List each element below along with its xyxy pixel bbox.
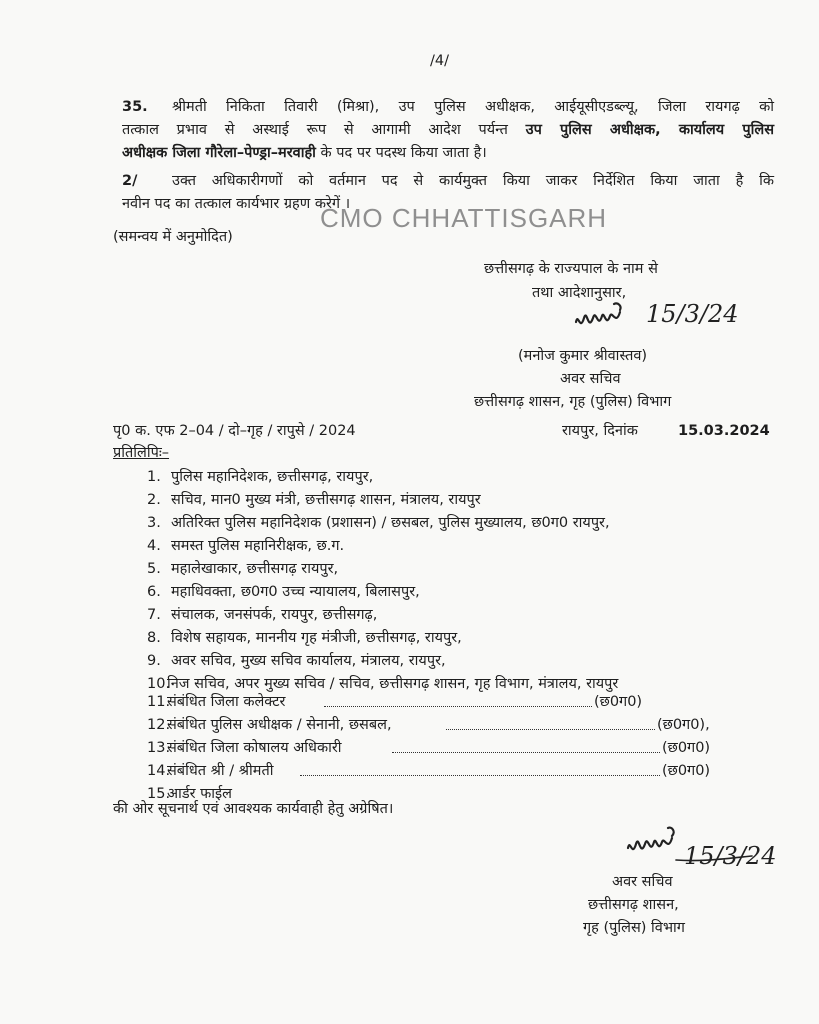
- signatory-name: (मनोज कुमार श्रीवास्तव): [518, 348, 648, 364]
- copy-list-item-number: 13.: [147, 740, 171, 756]
- para-35-line2-bold: उप पुलिस अधीक्षक, कार्यालय पुलिस: [525, 122, 774, 138]
- copy-list-item: [147, 714, 392, 736]
- copy-list-item-text: संबंधित जिला कोषालय अधिकारी: [167, 740, 342, 756]
- copy-list-item-number: 11.: [147, 694, 171, 710]
- copy-list-item-text: सचिव, मान0 मुख्य मंत्री, छत्तीसगढ़ शासन, मंत्रालय, रायपुर: [171, 492, 481, 508]
- copy-list-item: [147, 466, 373, 488]
- authority-line2: तथा आदेशानुसार,: [532, 285, 627, 301]
- para-35-line2-plain: तत्काल प्रभाव से अस्थाई रूप से आगामी आदेश पर्यन्त: [122, 122, 508, 138]
- copy-list-item: [147, 558, 338, 580]
- copy-list-item-number: 9.: [147, 653, 161, 669]
- authority-line1: छत्तीसगढ़ के राज्यपाल के नाम से: [484, 261, 658, 277]
- para-35-number: 35.: [122, 99, 148, 115]
- copy-list-item-text: महाधिवक्ता, छ0ग0 उच्च न्यायालय, बिलासपुर,: [171, 584, 420, 600]
- signatory-department: छत्तीसगढ़ शासन, गृह (पुलिस) विभाग: [474, 394, 672, 410]
- endorsement-place: रायपुर, दिनांक: [562, 423, 638, 439]
- copy-list-item: [147, 737, 342, 759]
- copy-list-item: [147, 512, 610, 534]
- copy-list-item: [147, 650, 446, 672]
- copy-list-dotted-leader: [446, 729, 655, 730]
- signature-footer-date: 15/3/24: [684, 842, 777, 870]
- signature-primary: [568, 298, 758, 346]
- copy-list-dotted-leader: [324, 706, 592, 707]
- copy-list-item-text: पुलिस महानिदेशक, छत्तीसगढ़, रायपुर,: [171, 469, 374, 485]
- coordination-note: (समन्वय में अनुमोदित): [113, 229, 233, 245]
- copy-list-item: [147, 581, 420, 603]
- para-35-line3-plain: के पद पर पदस्थ किया जाता है।: [320, 145, 487, 161]
- watermark: CMO CHHATTISGARH: [320, 203, 608, 233]
- copy-list-dotted-leader: [392, 752, 660, 753]
- copy-list-item-number: 7.: [147, 607, 161, 623]
- copy-list-item: [147, 627, 462, 649]
- copy-list-item-text: अवर सचिव, मुख्य सचिव कार्यालय, मंत्रालय, रायपुर,: [171, 653, 446, 669]
- footer-government: छत्तीसगढ़ शासन,: [588, 897, 679, 913]
- signatory-designation: अवर सचिव: [560, 371, 621, 387]
- copy-list-item-number: 3.: [147, 515, 161, 531]
- copy-list-item: [147, 760, 273, 782]
- para-35-line1: श्रीमती निकिता तिवारी (मिश्रा), उप पुलिस अधीक्षक, आईयूसीएडब्ल्यू, जिला रायगढ़ को: [172, 99, 774, 115]
- copy-heading: प्रतिलिपिः–: [113, 445, 170, 461]
- para-2-line1: उक्त अधिकारीगणों को वर्तमान पद से कार्यमुक्त किया जाकर निर्देशित किया जाता है कि: [172, 173, 774, 189]
- copy-list-item: [147, 489, 481, 511]
- copy-list-item: [147, 535, 344, 557]
- para-35-line3: [122, 142, 774, 164]
- copy-list-item-suffix: (छ0ग0): [662, 763, 711, 779]
- footer-department: गृह (पुलिस) विभाग: [583, 920, 685, 936]
- copy-list-item-text: समस्त पुलिस महानिरीक्षक, छ.ग.: [171, 538, 345, 554]
- signature-footer: [622, 822, 792, 878]
- copy-list-item: [147, 691, 285, 713]
- copy-list-item-number: 4.: [147, 538, 161, 554]
- endorsement-ref-no: पृ0 क. एफ 2–04 / दो–गृह / रापुसे / 2024: [113, 423, 356, 439]
- copy-list-item-text: संबंधित पुलिस अधीक्षक / सेनानी, छसबल,: [167, 717, 392, 733]
- copy-list-item-number: 10.: [147, 676, 171, 692]
- endorsement-date: 15.03.2024: [678, 423, 770, 439]
- signature-primary-date: 15/3/24: [646, 300, 739, 328]
- copy-list-item-number: 5.: [147, 561, 161, 577]
- copy-list-item-suffix: (छ0ग0),: [657, 717, 710, 733]
- copy-list-item-text: विशेष सहायक, माननीय गृह मंत्रीजी, छत्तीसगढ़, रायपुर,: [171, 630, 462, 646]
- copy-list-item-text: संबंधित श्री / श्रीमती: [167, 763, 274, 779]
- copy-list-item-text: निज सचिव, अपर मुख्य सचिव / सचिव, छत्तीसगढ़ शासन, गृह विभाग, मंत्रालय, रायपुर: [167, 676, 619, 692]
- copy-list-item-suffix: (छ0ग0): [594, 694, 643, 710]
- para-2-line2: नवीन पद का तत्काल कार्यभार ग्रहण करेगें ।: [122, 196, 351, 212]
- copy-list-item-number: 2.: [147, 492, 161, 508]
- copy-list-item-text: महालेखाकार, छत्तीसगढ़ रायपुर,: [171, 561, 339, 577]
- copy-list-item-text: संचालक, जनसंपर्क, रायपुर, छत्तीसगढ़,: [171, 607, 378, 623]
- copy-list-dotted-leader: [300, 775, 660, 776]
- closing-line: की ओर सूचनार्थ एवं आवश्यक कार्यवाही हेतु अग्रेषित।: [113, 801, 394, 817]
- copy-list-item-number: 6.: [147, 584, 161, 600]
- para-35-line3-bold: अधीक्षक जिला गौरेला–पेण्ड्रा–मरवाही: [122, 145, 316, 161]
- copy-list-item-number: 15.: [147, 786, 171, 802]
- copy-list-item-number: 8.: [147, 630, 161, 646]
- copy-list-item-text: आर्डर फाईल: [167, 786, 233, 802]
- copy-list-item-suffix: (छ0ग0): [662, 740, 711, 756]
- copy-list-item-text: संबंधित जिला कलेक्टर: [167, 694, 286, 710]
- copy-list-item-number: 12.: [147, 717, 171, 733]
- copy-list-item: [147, 604, 377, 626]
- copy-list-item-text: अतिरिक्त पुलिस महानिदेशक (प्रशासन) / छसबल, पुलिस मुख्यालय, छ0ग0 रायपुर,: [171, 515, 610, 531]
- para-35-line2: [122, 119, 774, 141]
- page-number: /4/: [430, 53, 449, 69]
- footer-designation: अवर सचिव: [612, 874, 673, 890]
- para-2-number: 2/: [122, 173, 138, 189]
- copy-list-item-number: 14.: [147, 763, 171, 779]
- copy-list-item-number: 1.: [147, 469, 161, 485]
